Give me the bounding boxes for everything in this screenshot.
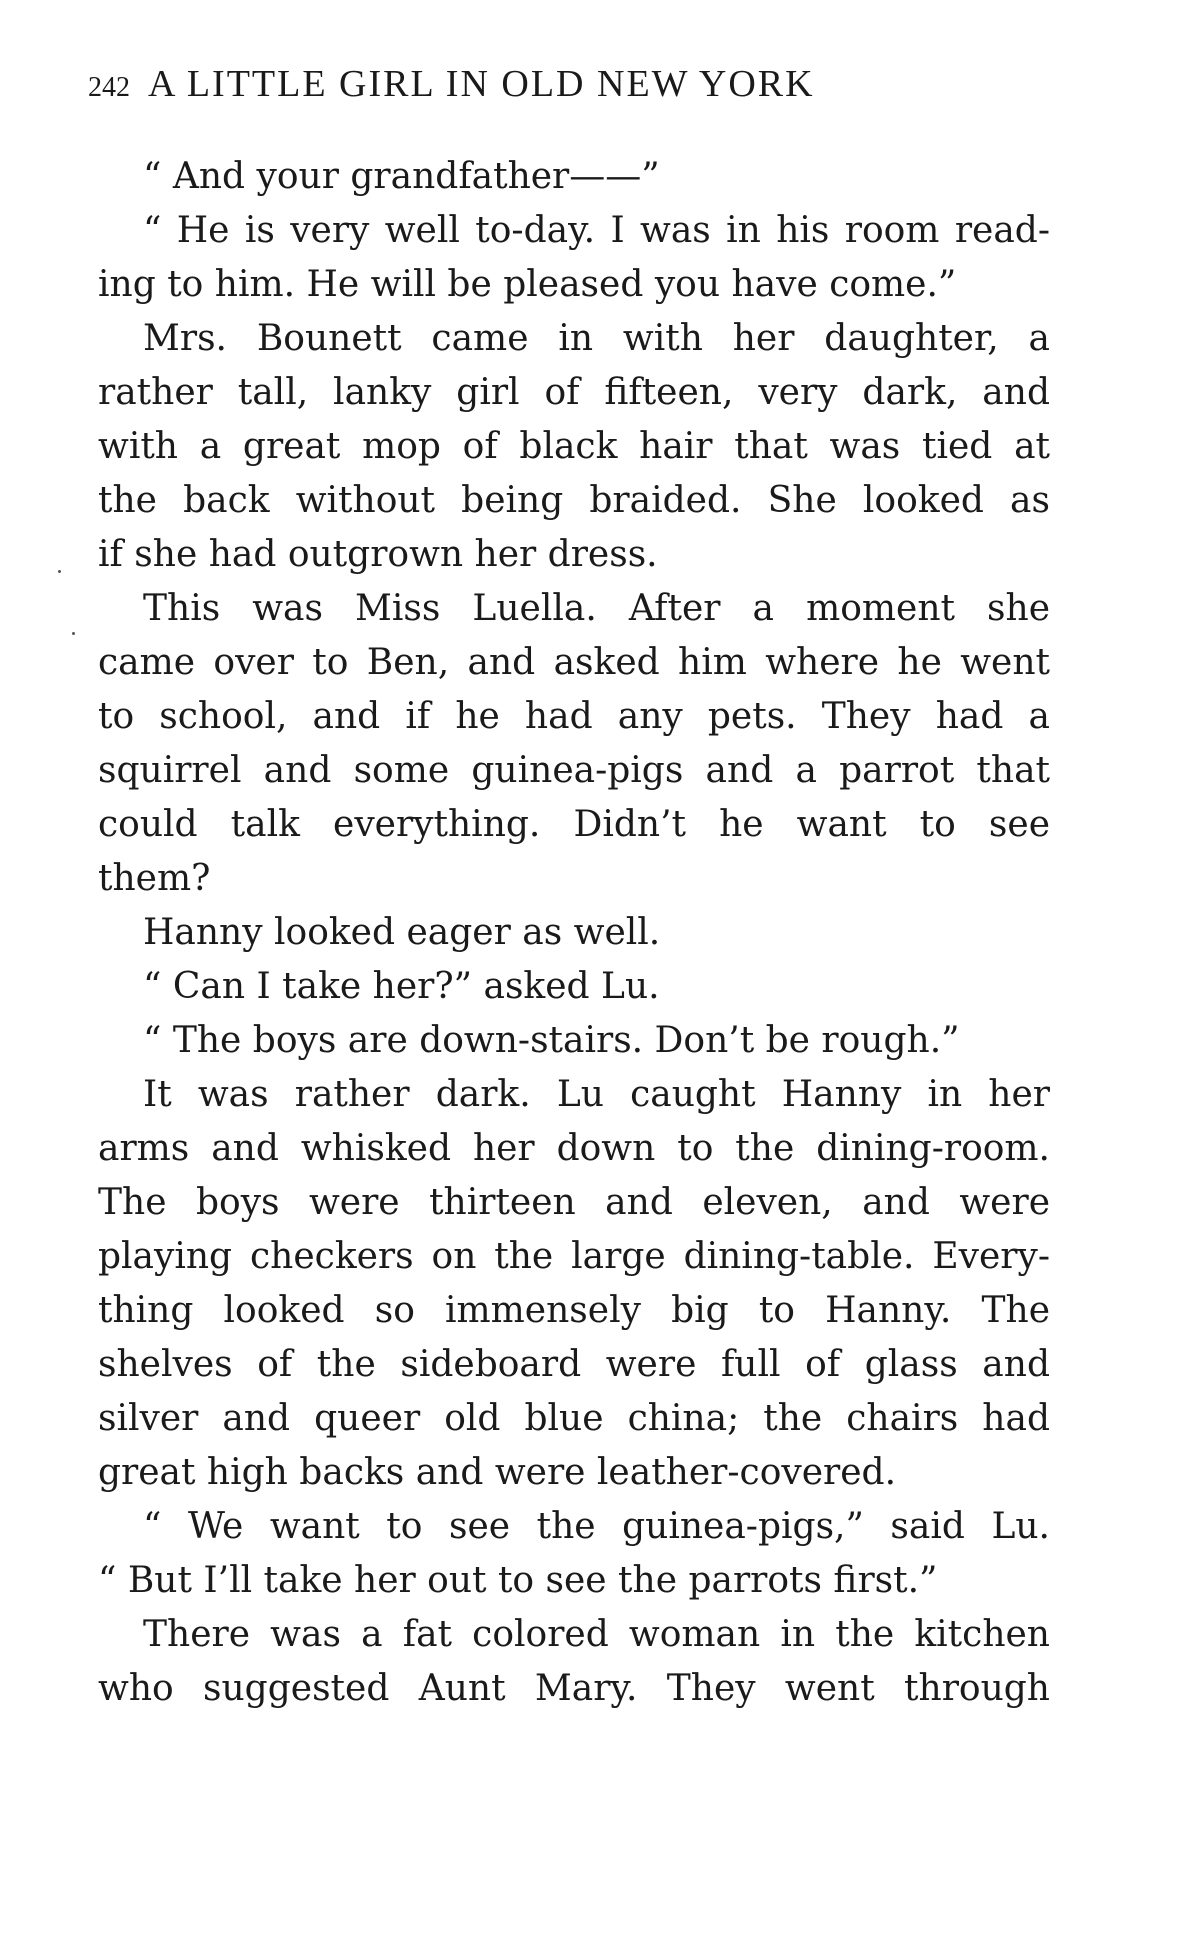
text-line: to school, and if he had any pets. They had a	[98, 696, 1050, 737]
text-line: great high backs and were leather-covered.	[98, 1452, 897, 1493]
text-line: the back without being braided. She looked as	[98, 480, 1050, 521]
text-line: could talk everything. Didn’t he want to see	[98, 804, 1050, 845]
page-number: 242	[88, 72, 130, 103]
text-line: thing looked so immensely big to Hanny. The	[98, 1290, 1050, 1331]
text-line: if she had outgrown her dress.	[98, 534, 658, 575]
text-line: came over to Ben, and asked him where he went	[98, 642, 1050, 683]
text-line: ing to him. He will be pleased you have come.”	[98, 264, 957, 305]
text-line: arms and whisked her down to the dining-room.	[98, 1128, 1050, 1169]
text-line: shelves of the sideboard were full of glass and	[98, 1344, 1050, 1385]
text-line: “ He is very well to-day. I was in his room read‑	[143, 210, 1050, 251]
text-line: rather tall, lanky girl of fifteen, very dark, and	[98, 372, 1050, 413]
text-line: playing checkers on the large dining-table. Every-	[98, 1236, 1050, 1277]
text-line: It was rather dark. Lu caught Hanny in her	[143, 1074, 1050, 1115]
text-line: There was a fat colored woman in the kitchen	[143, 1614, 1050, 1655]
text-line: them?	[98, 858, 211, 899]
text-line: silver and queer old blue china; the chairs had	[98, 1398, 1050, 1439]
text-line: The boys were thirteen and eleven, and were	[98, 1182, 1050, 1223]
text-line: with a great mop of black hair that was tied at	[98, 426, 1050, 467]
text-line: who suggested Aunt Mary. They went through	[98, 1668, 1050, 1709]
print-speck	[72, 632, 75, 635]
body-text	[98, 150, 1050, 1716]
running-head	[88, 62, 815, 106]
print-speck	[58, 570, 61, 573]
text-line: Mrs. Bounett came in with her daughter, a	[143, 318, 1050, 359]
text-line: This was Miss Luella. After a moment she	[143, 588, 1050, 629]
text-line: “ And your grandfather——”	[143, 156, 660, 197]
book-title: A LITTLE GIRL IN OLD NEW YORK	[148, 63, 815, 105]
text-line: “ Can I take her?” asked Lu.	[143, 966, 660, 1007]
text-line: “ The boys are down-stairs. Don’t be rough.”	[143, 1020, 960, 1061]
text-line: Hanny looked eager as well.	[143, 912, 661, 953]
text-line: “ But I’ll take her out to see the parrots first.”	[98, 1560, 938, 1601]
text-line: “ We want to see the guinea-pigs,” said Lu.	[143, 1506, 1050, 1547]
text-line: squirrel and some guinea-pigs and a parrot that	[98, 750, 1050, 791]
